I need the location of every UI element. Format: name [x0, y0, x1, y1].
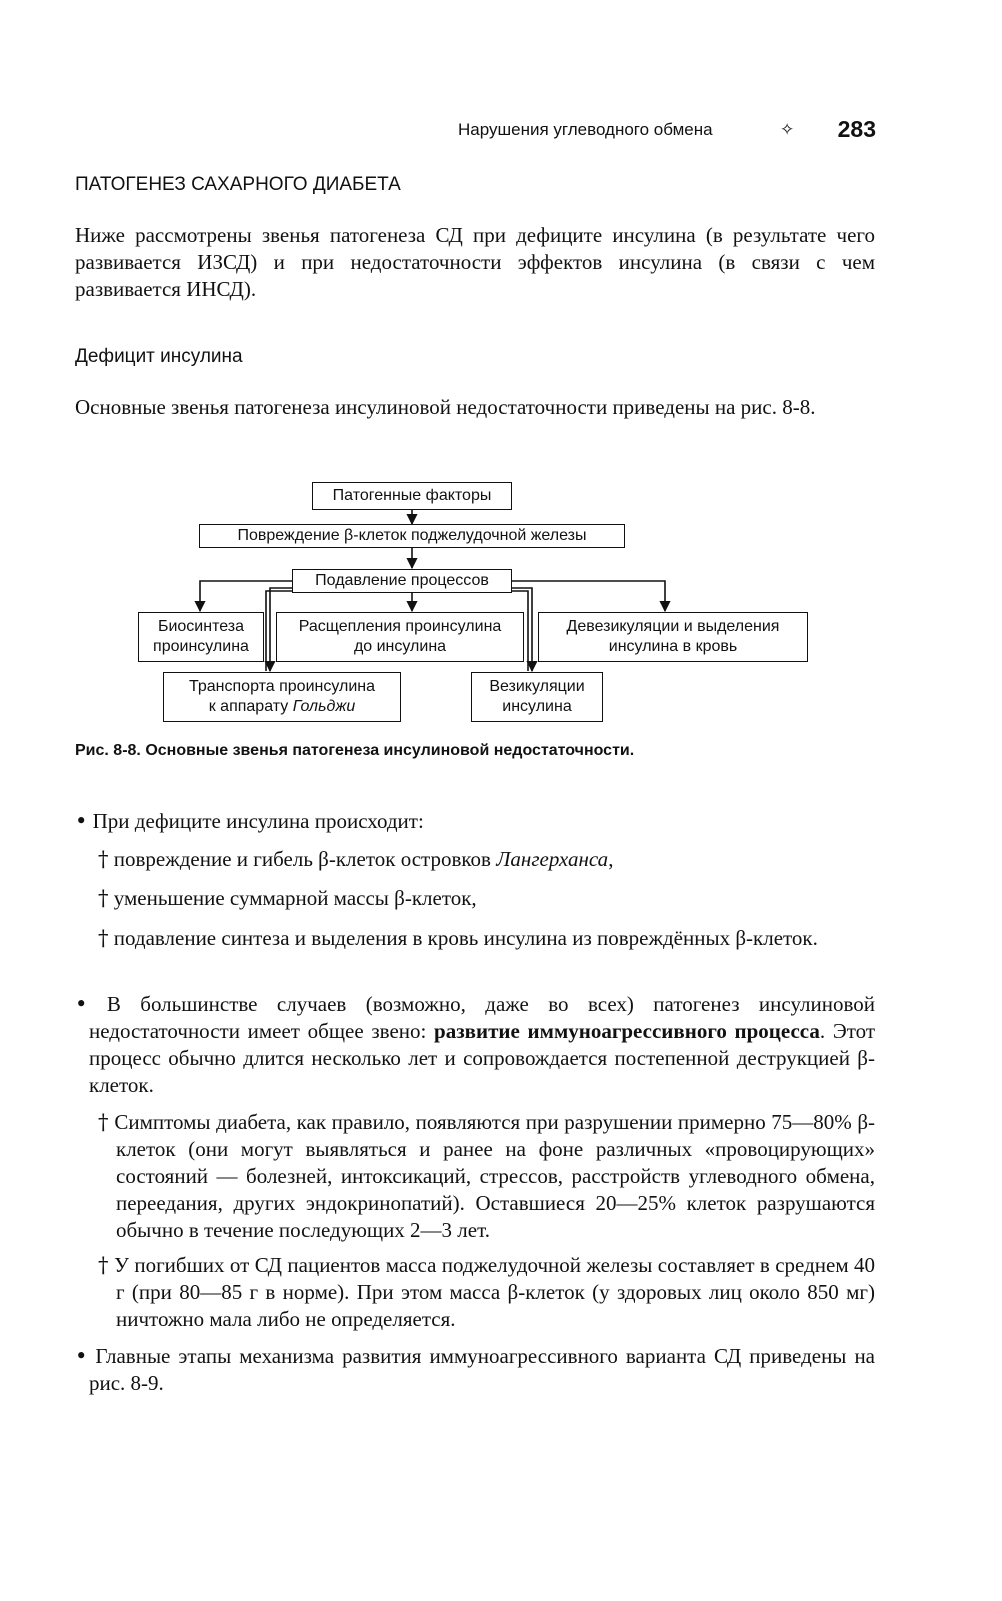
box-process-suppression-label: Подавление процессов	[315, 572, 489, 589]
intro-paragraph: Ниже рассмотрены звенья патогенеза СД при дефиците инсулина (в результате чего развивается ИЗСД) и при недостаточности эффектов инсулина (в связи с чем развивается ИНСД).	[75, 223, 875, 301]
sub-list-item-text: У погибших от СД пациентов масса поджелудочной железы составляет в среднем 40 г (при 80—85 г в норме). При этом масса β-клеток (у здоровых лиц около 850 мг) ничтожно мала либо не определяется.	[114, 1253, 876, 1331]
sub-list-item-text: Симптомы диабета, как правило, появляются при разрушении примерно 75—80% β-клеток (они могут выявляться и ранее на фоне различных «провоцирующих» состояний — болезней, интоксикаций, стрессов, расстройств углеводного обмена, переедания, других эндокринопатий). Оставшиеся 20—25% клеток разрушаются обычно в течение последующих 2—3 лет.	[114, 1110, 876, 1242]
running-header	[458, 116, 876, 148]
box-devesiculation-line1: Девезикуляции и выделения	[566, 618, 780, 635]
box-pathogenic-factors	[312, 482, 512, 510]
box-biosynthesis	[138, 612, 264, 662]
box-transport-line2	[164, 697, 400, 717]
section-title: ПАТОГЕНЕЗ САХАРНОГО ДИАБЕТА	[75, 174, 401, 195]
running-title: Нарушения углеводного обмена	[458, 120, 713, 139]
sub-list-item	[98, 885, 875, 912]
sub-list-item-text: подавление синтеза и выделения в кровь инсулина из повреждённых β-клеток.	[113, 926, 818, 950]
list-item	[75, 991, 875, 1099]
box-transport-line2-text: к аппарату	[208, 698, 293, 715]
box-transport-golgi: Гольджи	[292, 698, 356, 715]
box-cleavage-line2: до инсулина	[353, 638, 447, 655]
sub-list-item-text: повреждение и гибель β-клеток островков	[113, 847, 497, 871]
figure-caption: Рис. 8-8. Основные звенья патогенеза инсулиновой недостаточности.	[75, 742, 635, 759]
box-cleavage-line1: Расщепления проинсулина	[298, 618, 502, 635]
list-item-text: Главные этапы механизма развития иммуноагрессивного варианта СД приведены на рис. 8-9.	[89, 1344, 875, 1395]
sub-intro-paragraph: Основные звенья патогенеза инсулиновой недостаточности приведены на рис. 8-8.	[75, 395, 816, 419]
sub-list-item	[98, 1252, 875, 1333]
box-biosynthesis-line2: проинсулина	[153, 638, 249, 655]
box-vesiculation	[471, 672, 603, 722]
box-pathogenic-factors-label: Патогенные факторы	[332, 487, 492, 504]
dagger-marker: †	[98, 1253, 109, 1277]
box-devesiculation-line2: инсулина в кровь	[608, 638, 738, 655]
box-vesiculation-line2: инсулина	[502, 698, 572, 715]
sub-list-item	[98, 846, 875, 873]
box-transport-line1: Транспорта проинсулина	[189, 678, 375, 695]
list-item	[75, 808, 875, 835]
dagger-marker: †	[98, 847, 109, 871]
box-devesiculation	[538, 612, 808, 662]
subsection-title: Дефицит инсулина	[75, 346, 243, 367]
list-item-text: При дефиците инсулина происходит:	[92, 809, 424, 833]
list-item-text-cont: . Этот процесс обычно длится несколько лет и сопровождается постепенной деструкцией β-клеток.	[89, 1019, 875, 1097]
pathogenesis-diagram	[0, 478, 1002, 728]
dagger-marker: †	[98, 1110, 109, 1134]
bullet-marker: •	[75, 809, 88, 833]
sub-list-item	[98, 1109, 875, 1244]
dagger-marker: †	[98, 926, 109, 950]
sub-list-item	[98, 925, 875, 952]
sub-list-item-text: уменьшение суммарной массы β-клеток,	[113, 886, 477, 910]
dagger-marker: †	[98, 886, 109, 910]
bold-phrase: развитие иммуноагрессивного процесса	[434, 1019, 820, 1043]
list-item-text: В большинстве случаев (возможно, даже во всех) патогенез инсулиновой недостаточности имеет общее звено:	[89, 992, 875, 1043]
page-number: 283	[837, 116, 876, 142]
bullet-marker: •	[75, 992, 88, 1016]
box-process-suppression	[292, 569, 512, 593]
sub-list-item-punct: ,	[608, 847, 614, 871]
box-biosynthesis-line1: Биосинтеза	[157, 618, 245, 635]
diamond-icon: ✧	[780, 120, 795, 139]
box-beta-cell-damage-label: Повреждение β-клеток поджелудочной железы	[237, 527, 587, 544]
box-beta-cell-damage	[199, 524, 625, 548]
langerhans-italic: Лангерханса	[496, 847, 609, 871]
box-vesiculation-line1: Везикуляции	[489, 678, 585, 695]
box-transport	[163, 672, 401, 722]
list-item	[75, 1343, 875, 1397]
bullet-marker: •	[75, 1344, 88, 1368]
box-cleavage	[276, 612, 524, 662]
